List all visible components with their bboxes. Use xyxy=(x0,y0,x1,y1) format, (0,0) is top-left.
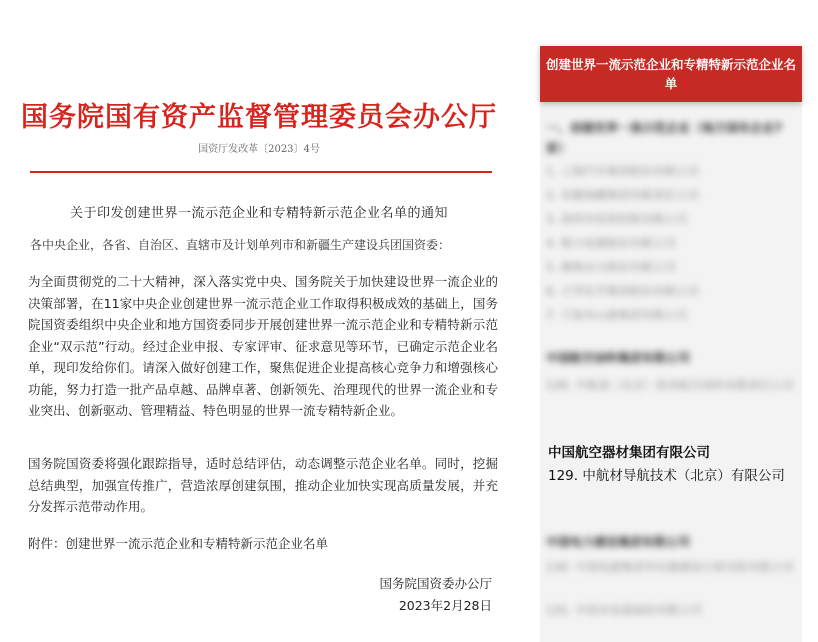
list-item: 130. 中国电建集团华东勘测设计研究院有限公司 xyxy=(546,560,794,574)
addressee: 各中央企业，各省、自治区、直辖市及计划单列市和新疆生产建设兵团国资委： xyxy=(30,238,451,252)
notice-title: 关于印发创建世界一流示范企业和专精特新示范企业名单的通知 xyxy=(69,206,448,221)
list-item: 7. 宁波舟山港集团有限公司 xyxy=(546,308,688,322)
list-item: 131. 中国水电基础局有限公司 xyxy=(546,603,702,617)
list-item: 5. 潍柴动力股份有限公司 xyxy=(546,260,676,274)
list-item: 2. 安徽海螺集团有限责任公司 xyxy=(546,188,699,202)
body-paragraph-2: 国务院国资委将强化跟踪指导，适时总结评估，动态调整示范企业名单。同时，挖掘总结典型，加强宣传推广，营造浓厚创建氛围，推动企业加快实现高质量发展，并充分发挥示范带动作用。 xyxy=(28,456,498,514)
company-list-panel xyxy=(540,46,802,642)
group-heading: 中国电力建设集团有限公司 xyxy=(546,535,691,549)
list-item: 128. 中航油（北京）机场航空油料有限责任公司 xyxy=(546,378,794,392)
section-heading: 一、创建世界一流示范企业（地方国有企业7家） xyxy=(546,121,783,155)
document-title: 国务院国有资产监督管理委员会办公厅 xyxy=(21,102,497,133)
body-paragraph-1: 为全面贯彻党的二十大精神，深入落实党中央、国务院关于加快建设世界一流企业的决策部署，在11家中央企业创建世界一流示范企业工作取得积极成效的基础上，国务院国资委组织中央企业和地方国资委同步开展创建世界一流示范企业和专精特新示范企业“双示范”行动。经过企业申报、专家评审、征求意见等环节，已确定示范企业名单，现印发给你们。请深入做好创建工作，聚焦促进企业提高核心竞争力和增强核心功能，努力打造一批产品卓越、品牌卓著、创新领先、治理现代的世界一流企业和专业突出、创新驱动、管理精益、特色明显的世界一流专精特新企业。 xyxy=(28,274,498,418)
panel-header: 创建世界一流示范企业和专精特新示范企业名单 xyxy=(540,46,802,102)
signature-org: 国务院国资委办公厅 xyxy=(379,576,492,591)
list-item: 3. 深圳市投资控股有限公司 xyxy=(546,212,688,226)
list-item: 1. 上海汽车集团股份有限公司 xyxy=(546,164,699,178)
signature-block xyxy=(292,573,492,617)
list-item-clear: 129. 中航材导航技术（北京）有限公司 xyxy=(548,468,785,484)
red-divider xyxy=(30,171,492,173)
group-heading: 中国航空油料集团有限公司 xyxy=(546,351,691,365)
document-number: 国资厅发改革〔2023〕4号 xyxy=(198,144,320,155)
list-item: 6. 万华化学集团股份有限公司 xyxy=(546,284,699,298)
list-item: 4. 格力电器股份有限公司 xyxy=(546,236,676,250)
signature-date: 2023年2月28日 xyxy=(398,598,492,613)
attachment-line: 附件：创建世界一流示范企业和专精特新示范企业名单 xyxy=(28,536,329,551)
group-heading-clear: 中国航空器材集团有限公司 xyxy=(548,445,710,461)
